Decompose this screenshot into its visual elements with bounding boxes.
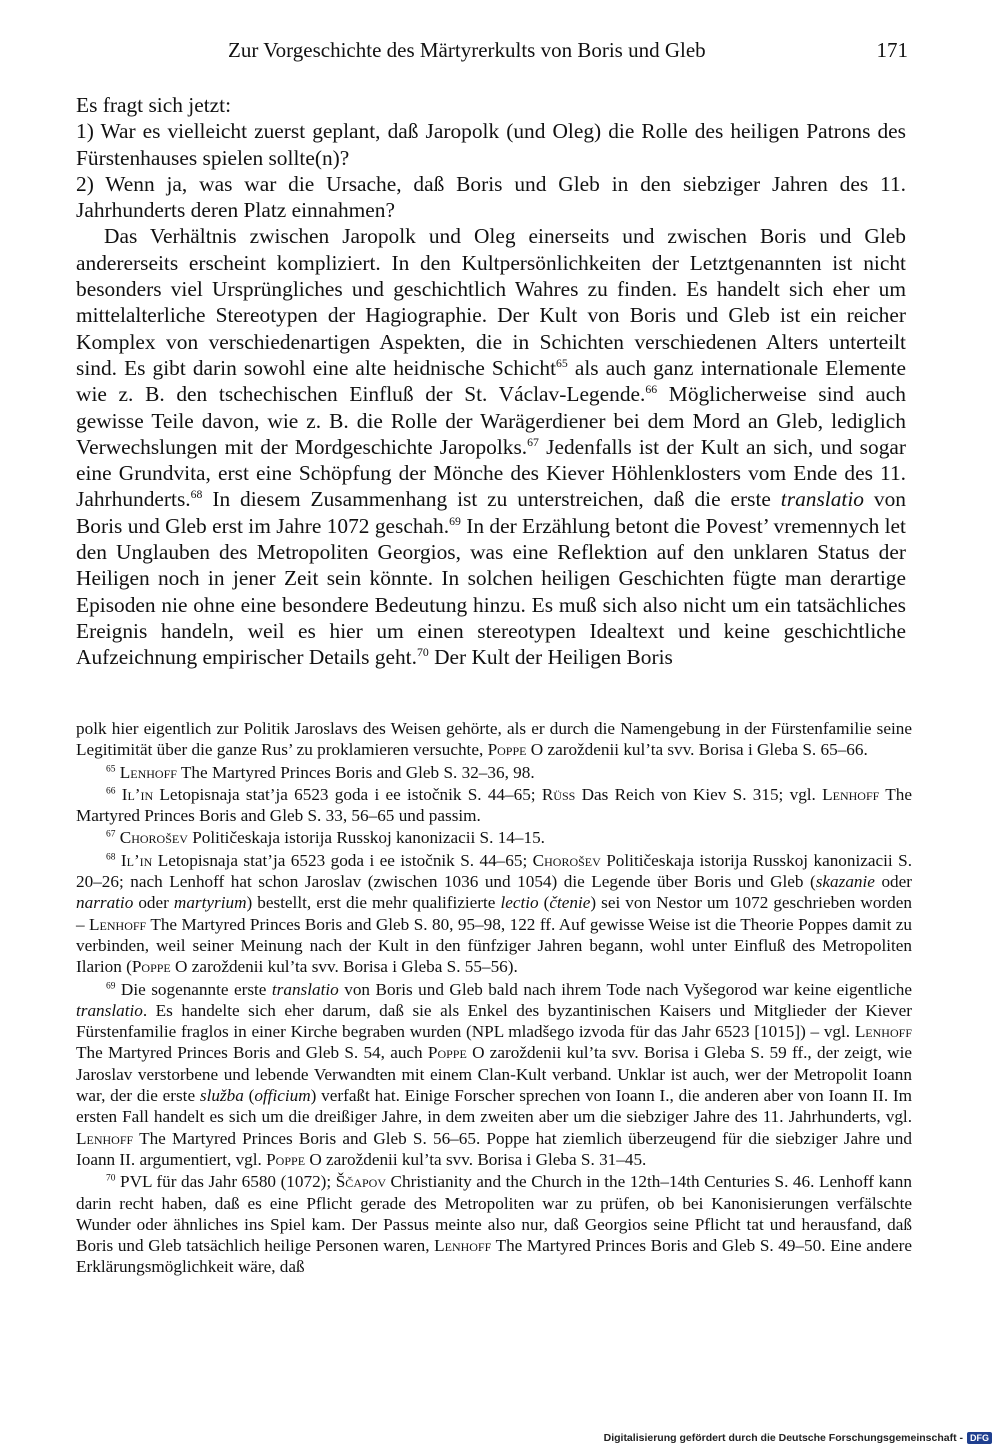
- footnote-ref-67[interactable]: 67: [527, 435, 539, 449]
- footnotes: [76, 718, 912, 1279]
- footnote-69: $^{69}$ Die sogenannte erste translatio von Boris und Gleb bald nach ihrem Tode nach Vyšegorod war keine eigentliche translatio. Es handelte sich eher darum, daß sie als Enkel des byzantinischen Kaisers und Mitglieder der Kiever Fürstenfamilie fraglos in einer Kirche begraben wurden (NPL mladšego izvoda für das Jahr 6523 [1015]) – vgl. Lenhoff The Martyred Princes Boris and Gleb S. 54, auch Poppe O zaroždenii kul’ta svv. Borisa i Gleba S. 59 ff., der zeigt, wie Jaroslav verstorbene und lebende Verwandten mit einem Clan-Kult verband. Unklar ist auch, wer der Metropolit Ioann war, der die erste služba (officium) verfaßt hat. Einige Forscher sprechen von Ioann I., die anderen aber von Ioann II. Im ersten Fall handelt es sich um die dreißiger Jahre, in dem zweiten aber um die siebziger Jahre des 11. Jahrhunderts, vgl. Lenhoff The Martyred Princes Boris and Gleb S. 56–65. Poppe hat ziemlich überzeugend für die siebziger Jahre und Ioann II. argumentiert, vgl. Poppe O zaroždenii kul’ta svv. Borisa i Gleba S. 31–45.: [76, 979, 912, 1169]
- paragraph-question-1: 1) War es vielleicht zuerst geplant, daß Jaropolk (und Oleg) die Rolle des heiligen Patrons des Fürstenhauses spielen sollte(n)?: [76, 119, 906, 170]
- footnote-65: $^{65}$ Lenhoff The Martyred Princes Boris and Gleb S. 32–36, 98.: [106, 762, 535, 782]
- footnote-70: $^{70}$ PVL für das Jahr 6580 (1072); Ščapov Christianity and the Church in the 12th–14th Centuries S. 46. Lenhoff kann darin recht haben, daß es eine Pflicht gerade des Metropoliten war zu prüfen, ob bei Kanonisierungen verfälschte Wunder oder ähnliches ins Spiel kam. Der Passus meinte also nur, daß Georgios seine Pflicht tat und herausfand, daß Boris und Gleb tatsächlich heilige Personen waren, Lenhoff The Martyred Princes Boris and Gleb S. 49–50. Eine andere Erklärungsmöglichkeit wäre, daß: [76, 1172, 913, 1277]
- digitization-credit-text: Digitalisierung gefördert durch die Deutsche Forschungsgemeinschaft -: [603, 1432, 963, 1444]
- footnote-ref-68[interactable]: 68: [190, 488, 203, 502]
- main-text: [76, 92, 906, 671]
- footnote-ref-65[interactable]: 65: [556, 356, 568, 370]
- footnote-continuation: polk hier eigentlich zur Politik Jaroslavs des Weisen gehörte, als er durch die Namengebung in der Fürstenfamilie seine Legitimität über die ganze Rus’ zu proklamieren versuchte, Poppe O zaroždenii kul’ta svv. Borisa i Gleba S. 65–66.: [76, 719, 912, 760]
- paragraph-body: Das Verhältnis zwischen Jaropolk und Oleg einerseits und zwischen Boris und Gleb andererseits erscheint kompliziert. In den Kultpersönlichkeiten der Letztgenannten ist nicht besonders viel Ursprüngliches und geschichtlich Wahres zu finden. Es handelt sich eher um mittelalterliche Stereotypen der Hagiographie. Der Kult von Boris und Gleb ist ein reicher Komplex von verschiedenartigen Aspekten, die in Schichten verschiedenen Alters unterteilt sind. Es gibt darin sowohl eine alte heidnische Schicht$^{65}$ als auch ganz internationale Elemente wie z. B. den tschechischen Einfluß der St. Václav-Legende.$^{66}$ Möglicherweise sind auch gewisse Teile davon, wie z. B. die Rolle der Warägerdiener bei dem Mord an Gleb, lediglich Verwechslungen mit der Mordgeschichte Jaropolks.$^{67}$ Jedenfalls ist der Kult an sich, und sogar eine Grundvita, erst eine Schöpfung der Mönche des Kiever Höhlenklosters vom Ende des 11. Jahrhunderts.$^{68}$ In diesem Zusammenhang ist zu unterstreichen, daß die erste translatio von Boris und Gleb erst im Jahre 1072 geschah.$^{69}$ In der Erzählung betont die Povest’ vremennych let den Unglauben des Metropoliten Georgios, was eine Reflektion auf den unklaren Status der Heiligen noch in jener Zeit sein könnte. In solchen heiligen Geschichten fügte man derartige Episoden nie ohne eine besondere Bedeutung hinzu. Es muß sich also nicht um ein tatsächliches Ereignis handeln, weil es hier um einen stereotypen Idealtext und keine geschichtliche Aufzeichnung empirischer Details geht.$^{70}$ Der Kult der Heiligen Boris: [76, 224, 907, 670]
- paragraph-question-2: 2) Wenn ja, was war die Ursache, daß Boris und Gleb in den siebziger Jahren des 11. Jahrhunderts deren Platz einnahmen?: [76, 171, 906, 223]
- footnote-ref-66[interactable]: 66: [645, 383, 658, 397]
- page-number: 171: [876, 38, 908, 62]
- dfg-logo: DFG: [967, 1432, 992, 1444]
- footnote-67: $^{67}$ Chorošev Političeskaja istorija Russkoj kanonizacii S. 14–15.: [106, 828, 545, 848]
- footnote-68: $^{68}$ Il’in Letopisnaja stat’ja 6523 goda i ee istočnik S. 44–65; Chorošev Političeskaja istorija Russkoj kanonizacii S. 20–26; nach Lenhoff hat schon Jaroslav (zwischen 1036 und 1054) die Legende über Boris und Gleb (skazanie oder narratio oder martyrium) bestellt, erst die mehr qualifizierte lectio (čtenie) sei von Nestor um 1072 geschrieben worden – Lenhoff The Martyred Princes Boris and Gleb S. 80, 95–98, 122 ff. Auf gewisse Weise ist die Theorie Poppes damit zu verbinden, weil seiner Meinung nach der Kult in den fünfziger Jahren begann, wohl unter Einfluß des Metropoliten Ilarion (Poppe O zaroždenii kul’ta svv. Borisa i Gleba S. 55–56).: [76, 850, 913, 977]
- digitization-credit: [604, 1432, 992, 1444]
- running-header: [228, 38, 908, 64]
- footnote-ref-69[interactable]: 69: [449, 514, 461, 528]
- footnote-ref-70[interactable]: 70: [416, 646, 429, 659]
- footnote-66: $^{66}$ Il’in Letopisnaja stat’ja 6523 goda i ee istočnik S. 44–65; Rüss Das Reich von Kiev S. 315; vgl. Lenhoff The Martyred Princes Boris and Gleb S. 33, 56–65 und passim.: [76, 784, 912, 826]
- paragraph-question-intro: Es fragt sich jetzt:: [76, 93, 232, 117]
- running-title: Zur Vorgeschichte des Märtyrerkults von Boris und Gleb: [228, 38, 706, 62]
